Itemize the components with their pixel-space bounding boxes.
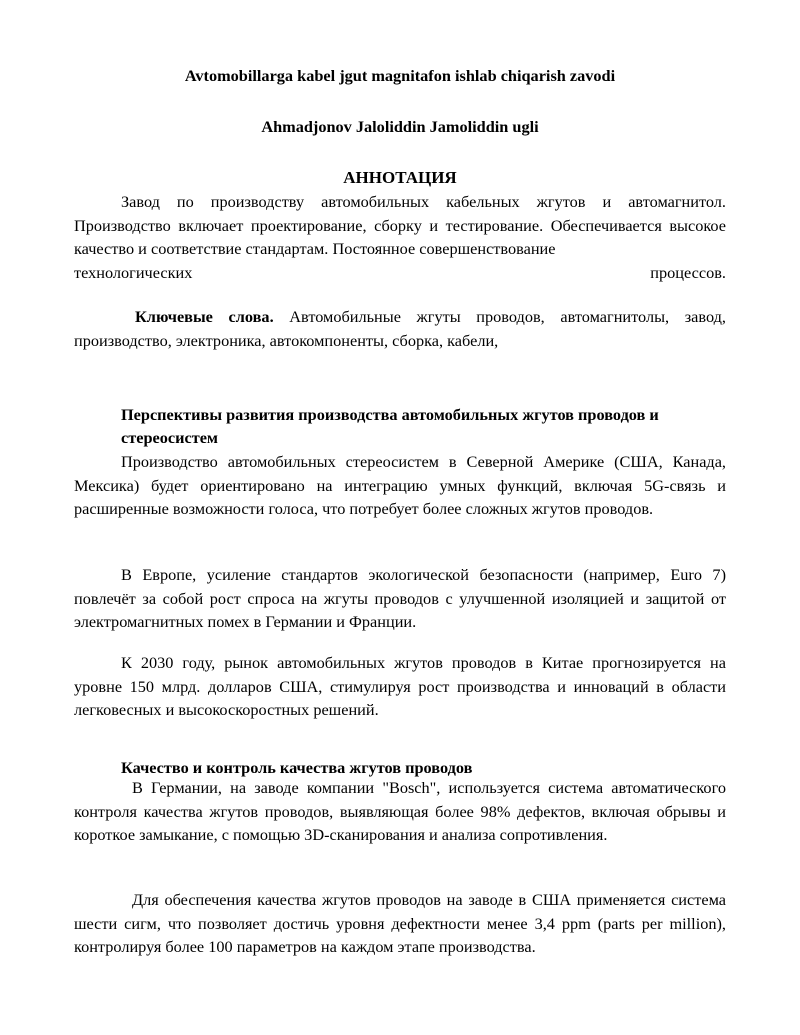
section2-heading: Качество и контроль качества жгутов проводов	[121, 758, 473, 777]
keywords-text: Автомобильные жгуты проводов, автомагнитолы, завод, производство, электроника, автокомпоненты, сборка, кабели,	[74, 307, 726, 350]
section1-paragraph-3: К 2030 году, рынок автомобильных жгутов проводов в Китае прогнозируется на уровне 150 млрд. долларов США, стимулируя рост производства и инноваций в области легковесных и высокоскоростных решений.	[74, 653, 726, 720]
keywords-paragraph	[74, 305, 726, 352]
annotation-paragraph	[74, 190, 726, 284]
annotation-last-right: процессов.	[650, 262, 726, 282]
section1-heading: Перспективы развития производства автомобильных жгутов проводов и стереосистем	[121, 405, 659, 447]
document-author: Ahmadjonov Jaloliddin Jamoliddin ugli	[261, 117, 539, 136]
section2-paragraph-1: В Германии, на заводе компании "Bosch", используется система автоматического контроля качества жгутов проводов, выявляющая более 98% дефектов, включая обрывы и короткое замыкание, с помощью 3D-сканирования и анализа сопротивления.	[74, 778, 726, 845]
annotation-text: Завод по производству автомобильных кабельных жгутов и автомагнитол. Производство включает проектирование, сборку и тестирование. Обеспечивается высокое качество и соответствие стандартам. Постоянное совершенствование	[74, 192, 726, 259]
section1-paragraph-2: В Европе, усиление стандартов экологической безопасности (например, Euro 7) повлечёт за собой рост спроса на жгуты проводов с улучшенной изоляцией и защитой от электромагнитных помех в Германии и Франции.	[74, 565, 726, 632]
section2-paragraph-2: Для обеспечения качества жгутов проводов на заводе в США применяется система шести сигм, что позволяет достичь уровня дефектности менее 3,4 ppm (parts per million), контролируя более 100 параметров на каждом этапе производства.	[74, 890, 726, 957]
document-title: Avtomobillarga kabel jgut magnitafon ishlab chiqarish zavodi	[184, 66, 616, 85]
section1-paragraph-1: Производство автомобильных стереосистем в Северной Америке (США, Канада, Мексика) будет ориентировано на интеграцию умных функций, включая 5G-связь и расширенные возможности голоса, что потребует более сложных жгутов проводов.	[74, 452, 726, 519]
annotation-last-line	[74, 261, 726, 285]
annotation-heading: АННОТАЦИЯ	[343, 168, 457, 187]
keywords-label: Ключевые слова.	[135, 307, 274, 326]
annotation-last-left: технологических	[74, 262, 193, 282]
